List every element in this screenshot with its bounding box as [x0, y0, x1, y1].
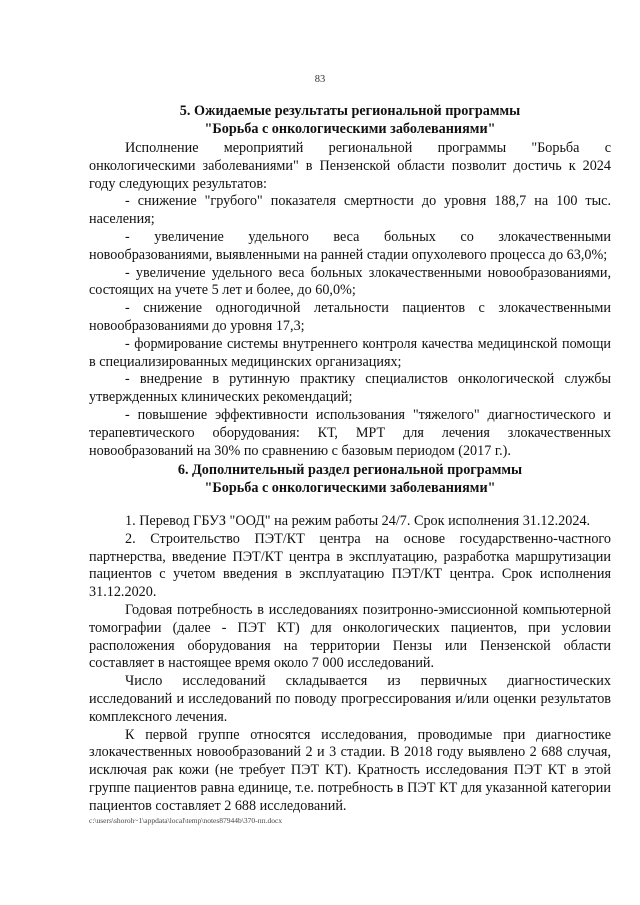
page-number: 83 — [314, 74, 326, 85]
section-6-body — [89, 513, 611, 816]
section-5-title-line1: 5. Ожидаемые результаты региональной программы — [179, 103, 521, 119]
result-item: - увеличение удельного веса больных злокачественными новообразованиями, состоящих на учете 5 лет и более, до 60,0%; — [89, 264, 611, 299]
body-paragraph: Годовая потребность в исследованиях позитронно-эмиссионной компьютерной томографии (далее - ПЭТ КТ) для онкологических пациентов, при условии расположения оборудования на территории Пензы или Пензенской области составляет в настоящее время около 7 000 исследований. — [89, 601, 611, 672]
section-6-heading — [80, 461, 620, 497]
footer-file-path: c:\users\shoroh~1\appdata\local\temp\notes87944b\370-пп.docx — [89, 816, 283, 825]
section-5-title-line2: "Борьба с онкологическими заболеваниями" — [204, 121, 496, 137]
result-item: - внедрение в рутинную практику специалистов онкологической службы утвержденных клинических рекомендаций; — [89, 371, 611, 406]
result-item: - снижение "грубого" показателя смертности до уровня 188,7 на 100 тыс. населения; — [89, 193, 611, 228]
result-item: - снижение одногодичной летальности пациентов с злокачественными новообразованиями до уровня 17,3; — [89, 300, 611, 334]
section-5-body — [89, 140, 611, 460]
body-paragraph: Число исследований складывается из первичных диагностических исследований и исследований по поводу прогрессирования и/или оценки результатов комплексного лечения. — [89, 673, 611, 725]
section-6-title-line2: "Борьба с онкологическими заболеваниями" — [204, 480, 496, 496]
section-5-intro: Исполнение мероприятий региональной программы "Борьба с онкологическими заболеваниями" в Пензенской области позволит достичь к 2024 году следующих результатов: — [89, 140, 611, 192]
result-item: - формирование системы внутреннего контроля качества медицинской помощи в специализированных медицинских организациях; — [89, 335, 611, 370]
result-item: - повышение эффективности использования "тяжелого" диагностического и терапевтического оборудования: КТ, МРТ для лечения злокачественных новообразований на 30% по сравнению с базовым периодом (2017 г.). — [89, 406, 611, 459]
section-6-title-line1: 6. Дополнительный раздел региональной программы — [177, 462, 523, 478]
body-paragraph: 2. Строительство ПЭТ/КТ центра на основе государственно-частного партнерства, введение ПЭТ/КТ центра в эксплуатацию, разработка маршрутизации пациентов с учетом введения в эксплуатацию ПЭТ/КТ центра. Срок исполнения 31.12.2020. — [89, 530, 611, 601]
result-item: - увеличение удельного веса больных со злокачественными новообразованиями, выявленными на ранней стадии опухолевого процесса до 63,0%; — [89, 228, 611, 263]
body-paragraph: 1. Перевод ГБУЗ "ООД" на режим работы 24/7. Срок исполнения 31.12.2024. — [125, 513, 591, 529]
body-paragraph: К первой группе относятся исследования, проводимые при диагностике злокачественных новообразований 2 и 3 стадии. В 2018 году выявлено 2 688 случая, исключая рак кожи (не требует ПЭТ КТ). Кратность исследования ПЭТ КТ в этой группе пациентов равна единице, т.е. потребность в ПЭТ КТ для указанной категории пациентов составляет 2 688 исследований. — [89, 726, 611, 814]
section-5-heading — [80, 102, 620, 138]
